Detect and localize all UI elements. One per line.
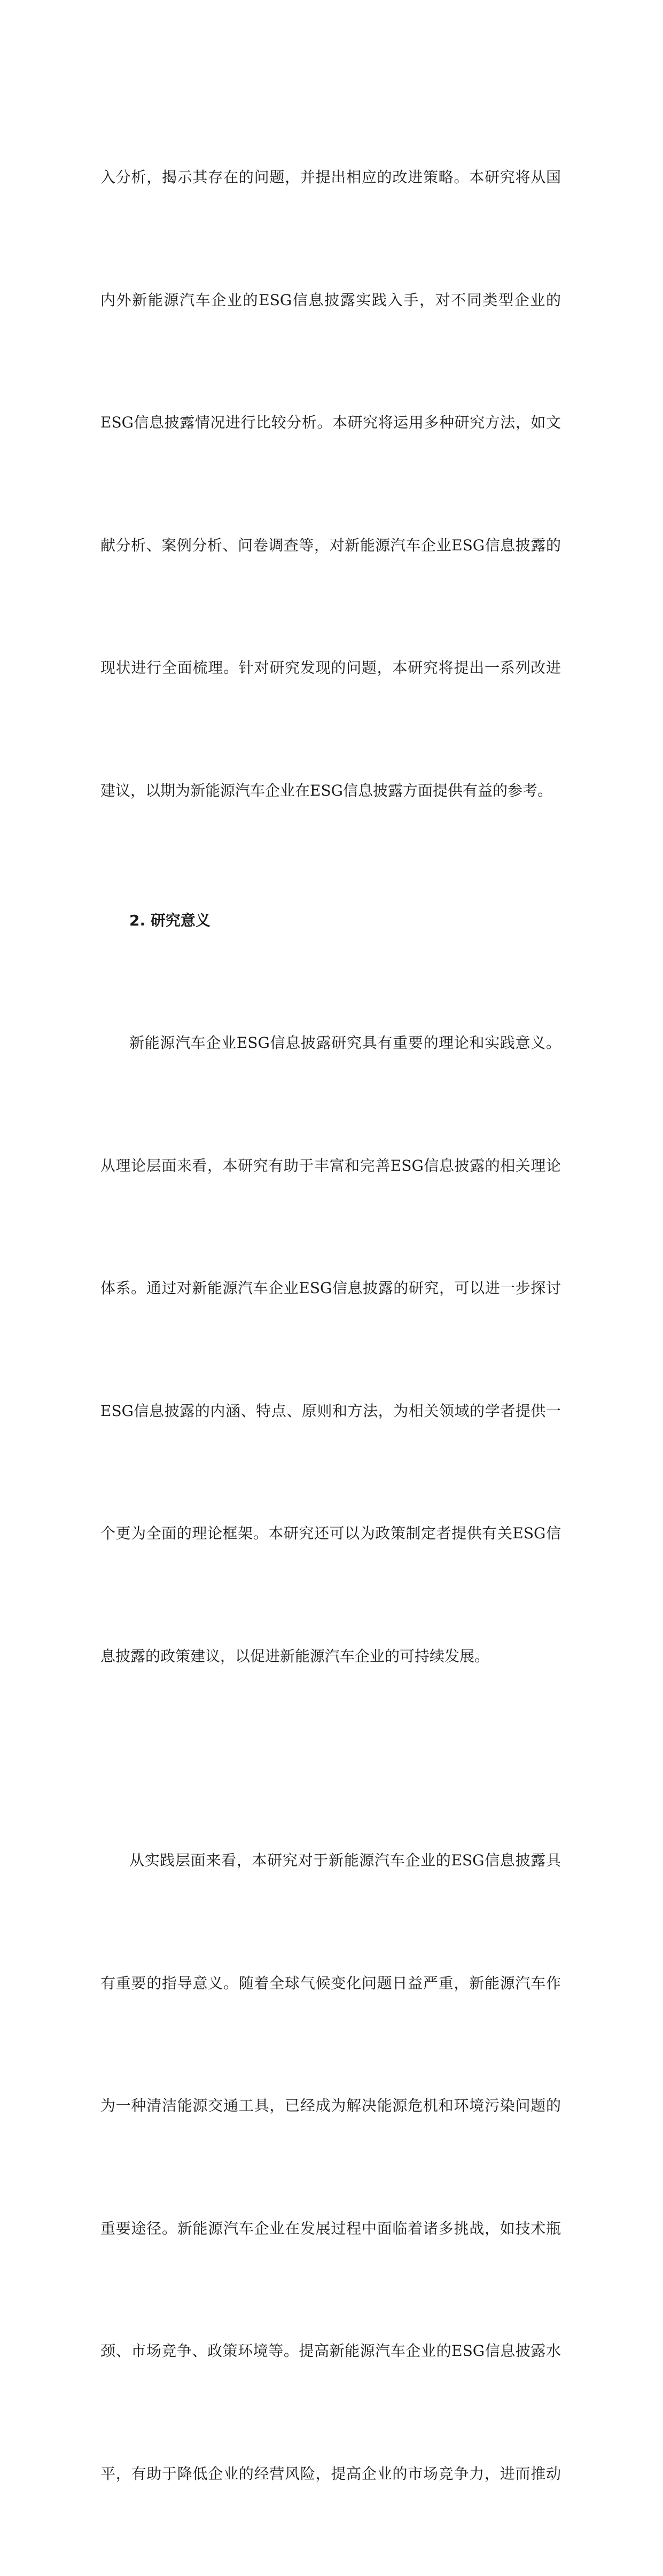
text-line: 新能源汽车企业ESG信息披露研究具有重要的理论和实践意义。 [129,1034,561,1052]
text-line: 从实践层面来看，本研究对于新能源汽车企业的ESG信息披露具 [129,1851,561,1869]
paragraph-practical-significance [100,1758,561,2576]
paragraph-continuation [100,75,561,893]
paragraph-research-significance [100,941,561,1758]
section-heading: 2. 研究意义 [129,912,210,929]
text-line: 平，有助于降低企业的经营风险，提高企业的市场竞争力，进而推动 [100,2464,561,2482]
text-line: 息披露的政策建议，以促进新能源汽车企业的可持续发展。 [100,1647,490,1665]
text-line: 入分析，揭示其存在的问题，并提出相应的改进策略。本研究将从国 [100,168,561,186]
text-line: 献分析、案例分析、问卷调查等，对新能源汽车企业ESG信息披露的 [100,536,561,554]
text-line: 为一种清洁能源交通工具，已经成为解决能源危机和环境污染问题的 [100,2097,561,2114]
text-line: 有重要的指导意义。随着全球气候变化问题日益严重，新能源汽车作 [100,1974,561,1992]
text-line: 现状进行全面梳理。针对研究发现的问题，本研究将提出一系列改进 [100,659,561,676]
document-body [100,75,561,2576]
text-line: ESG信息披露的内涵、特点、原则和方法，为相关领域的学者提供一 [100,1402,561,1420]
text-line: 从理论层面来看，本研究有助于丰富和完善ESG信息披露的相关理论 [100,1156,561,1174]
text-line: 内外新能源汽车企业的ESG信息披露实践入手，对不同类型企业的 [100,291,561,309]
text-line: 建议，以期为新能源汽车企业在ESG信息披露方面提供有益的参考。 [100,781,552,799]
text-line: 体系。通过对新能源汽车企业ESG信息披露的研究，可以进一步探讨 [100,1279,561,1297]
text-line: 颈、市场竞争、政策环境等。提高新能源汽车企业的ESG信息披露水 [100,2342,561,2360]
text-line: ESG信息披露情况进行比较分析。本研究将运用多种研究方法，如文 [100,414,561,431]
text-line: 个更为全面的理论框架。本研究还可以为政策制定者提供有关ESG信 [100,1524,561,1542]
text-line: 重要途径。新能源汽车企业在发展过程中面临着诸多挑战，如技术瓶 [100,2219,561,2237]
